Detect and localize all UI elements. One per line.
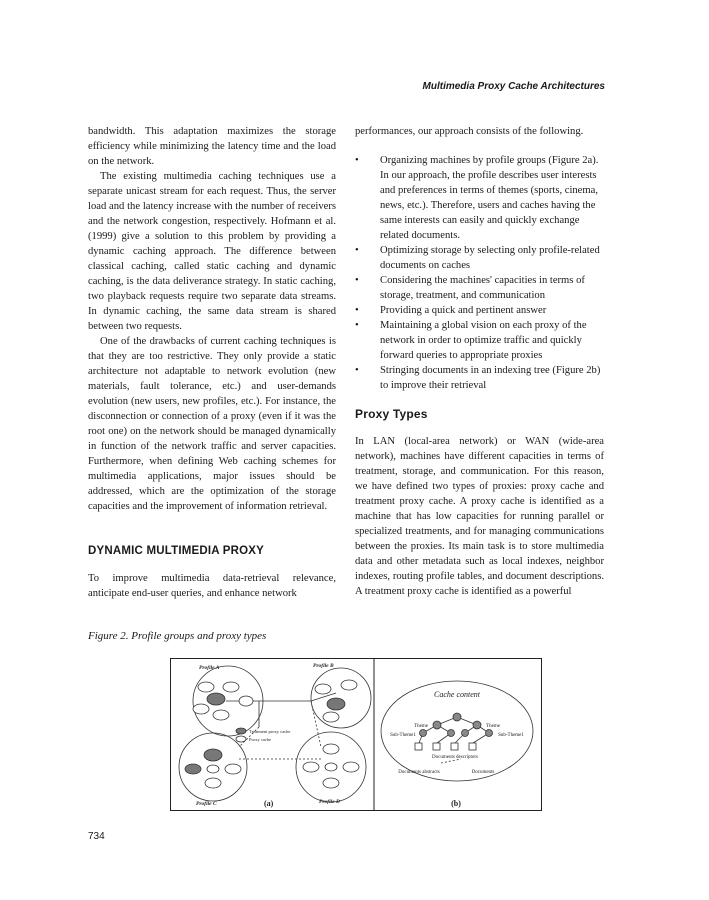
left-paragraph-1: bandwidth. This adaptation maximizes the storage efficiency while minimizing the latency time and the load on the network. (88, 126, 336, 167)
bullet-text: Optimizing storage by selecting only profile-related documents on caches (380, 245, 600, 271)
section-heading-dynamic-proxy: DYNAMIC MULTIMEDIA PROXY (88, 545, 265, 557)
bullet-icon: • (355, 320, 359, 331)
proxy-cache-node (223, 682, 239, 692)
left-paragraph-3: One of the drawbacks of current caching techniques is that they are too restrictive. They only provide a static architecture not adaptable to network evolution (new materials, fault tolerance, etc.) and user-demands evolution (new users, new profiles, etc.). For instance, the disconnection or connection of a proxy (even if it was the root one) on the network should be managed dynamically in function of the network traffic and server capacities. Furthermore, when defining Web caching schemes for multimedia applications, major issues should be addressed, which are the optimization of the storage capacities and the improvement of information retrieval. (88, 336, 336, 512)
cache-content-title: Cache content (434, 690, 480, 699)
proxy-cache-node (205, 778, 221, 788)
bullet-item (355, 153, 604, 243)
documents-abstracts-label: Documents abstracts (398, 770, 440, 775)
panel-b-nodes (415, 713, 493, 750)
theme-node (433, 721, 441, 729)
theme-right-label: Theme (486, 724, 500, 729)
bullet-icon: • (355, 365, 359, 376)
treatment-proxy-node (204, 749, 222, 761)
proxy-cache-node (315, 684, 331, 694)
panel-a-label: (a) (264, 799, 274, 808)
proxy-cache-node (239, 696, 253, 706)
document-node (469, 743, 476, 750)
proxy-cache-node (323, 744, 339, 754)
left-paragraph-4: To improve multimedia data-retrieval relevance, anticipate end-user queries, and enhance network (88, 573, 336, 599)
treatment-proxy-node (185, 764, 201, 774)
bullet-item (355, 243, 604, 273)
proxy-cache-node (225, 764, 241, 774)
profile-b-label: Profile B (313, 663, 334, 669)
proxy-cache-node (325, 763, 337, 771)
approach-bullet-list (355, 153, 604, 393)
right-paragraph-1: performances, our approach consists of the following. (355, 126, 584, 137)
bullet-item (355, 303, 604, 318)
profile-d-label: Profile D (319, 799, 340, 805)
tree-root-node (453, 713, 461, 721)
document-node (433, 743, 440, 750)
proxy-cache-node (323, 712, 339, 722)
document-node (415, 743, 422, 750)
bullet-icon: • (355, 275, 359, 286)
proxy-cache-node (343, 762, 359, 772)
subtheme-node (448, 730, 455, 737)
bullet-icon: • (355, 155, 359, 166)
bullet-icon: • (355, 305, 359, 316)
bullet-text: Organizing machines by profile groups (Figure 2a). In our approach, the profile describes user interests and preferences in terms of themes (sports, cinema, news, etc.). Therefore, users and caches having the same interests can easily and quickly exchange related documents. (380, 155, 599, 241)
proxy-cache-node (207, 765, 219, 773)
right-paragraph-2: In LAN (local-area network) or WAN (wide-area network), machines have different capacities in terms of treatment, storage, and communication. For this reason, we have defined two types of proxies: proxy cache and treatment proxy cache. A proxy cache is identified as a machine that has low capacities for running parallel or specialized treatments, and for managing communications between the proxies. Its main task is to store multimedia data and other metadata such as local indexes, neighbor indexes, routing profile tables, and document descriptions. A treatment proxy cache is identified as a powerful (355, 436, 604, 597)
subtheme-node (420, 730, 427, 737)
legend-treatment-label: Treatment proxy cache (249, 729, 291, 734)
figure-2 (170, 658, 542, 811)
running-header: Multimedia Proxy Cache Architectures (422, 81, 605, 92)
subtheme-left-label: Sub-Theme1 (390, 733, 416, 738)
document-node (451, 743, 458, 750)
theme-node (473, 721, 481, 729)
subtheme-right-label: Sub-Theme1 (498, 733, 524, 738)
treatment-proxy-node (327, 698, 345, 710)
figure-diagram (171, 659, 541, 810)
bullet-text: Stringing documents in an indexing tree (Figure 2b) to improve their retrieval (380, 365, 601, 391)
page-number: 734 (88, 831, 105, 842)
treatment-proxy-node (207, 693, 225, 705)
figure-caption: Figure 2. Profile groups and proxy types (88, 630, 267, 642)
legend-proxy-icon (236, 736, 246, 742)
proxy-cache-node (323, 778, 339, 788)
bullet-icon: • (355, 245, 359, 256)
panel-a-nodes (185, 680, 359, 788)
bullet-text: Providing a quick and pertinent answer (380, 305, 547, 316)
documents-label: Documents (471, 770, 495, 775)
legend-treatment-icon (236, 728, 246, 734)
left-paragraph-2: The existing multimedia caching techniques use a separate unicast stream for each request. Thus, the server load and the latency increase with the number of receivers and the network congestion, respectively. Hofmann et al. (1999) give a solution to this problem by providing a dynamic caching approach. The difference between classical caching, called static caching and dynamic caching, is the data deliverance strategy. In static caching, two playback requests require two separate data streams. In dynamic caching, the same data stream is shared between two requests. (88, 171, 336, 332)
bullet-item (355, 273, 604, 303)
section-heading-proxy-types: Proxy Types (355, 407, 428, 421)
left-column (88, 124, 336, 601)
proxy-cache-node (303, 762, 319, 772)
profile-a-label: Profile A (199, 665, 220, 671)
bullet-item (355, 318, 604, 363)
proxy-cache-node (198, 682, 214, 692)
panel-b-label: (b) (451, 799, 461, 808)
profile-c-label: Profile C (196, 801, 217, 807)
documents-descriptors-label: Documents descriptors (432, 755, 478, 760)
bullet-item (355, 363, 604, 393)
legend-proxy-label: Proxy cache (249, 737, 272, 742)
proxy-cache-node (341, 680, 357, 690)
proxy-cache-node (213, 710, 229, 720)
proxy-cache-node (193, 704, 209, 714)
subtheme-node (486, 730, 493, 737)
subtheme-node (462, 730, 469, 737)
theme-left-label: Theme (414, 724, 428, 729)
bullet-text: Maintaining a global vision on each proxy of the network in order to optimize traffic and quickly forward queries to appropriate proxies (380, 320, 587, 361)
right-column (355, 124, 604, 599)
bullet-text: Considering the machines' capacities in terms of storage, treatment, and communication (380, 275, 585, 301)
